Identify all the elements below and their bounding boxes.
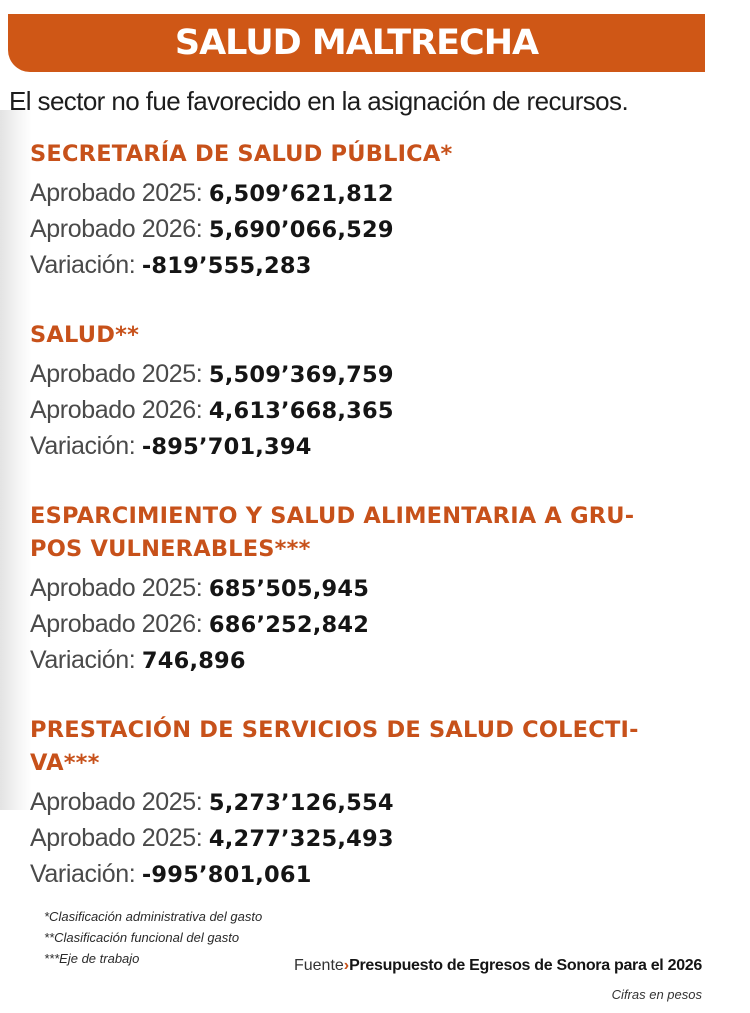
- row-label: Aprobado 2026:: [30, 396, 209, 424]
- approved-2025-row: [30, 820, 690, 856]
- row-value: 6,509’621,812: [208, 181, 394, 207]
- row-value: 5,273’126,554: [208, 790, 394, 816]
- approved-2026-row: [30, 392, 690, 428]
- approved-2025-row: [30, 356, 690, 392]
- row-value: 685’505,945: [208, 576, 370, 602]
- approved-2026-row: [30, 606, 690, 642]
- row-value: 746,896: [141, 648, 246, 674]
- section-title-line: VA***: [30, 750, 100, 776]
- variation-row: [30, 642, 690, 678]
- subtitle: El sector no fue favorecido en la asignación de recursos.: [9, 86, 629, 116]
- row-label: Aprobado 2025:: [30, 574, 209, 602]
- row-value: -995’801,061: [141, 862, 312, 888]
- variation-row: [30, 428, 690, 464]
- row-label: Variación:: [30, 646, 142, 674]
- row-label: Aprobado 2025:: [30, 824, 209, 852]
- approved-2025-row: [30, 570, 690, 606]
- approved-2026-row: [30, 211, 690, 247]
- approved-2025-row: [30, 784, 690, 820]
- row-value: -819’555,283: [141, 253, 312, 279]
- budget-section-esparcimiento: [30, 500, 690, 678]
- row-label: Aprobado 2025:: [30, 179, 209, 207]
- footnote-work-axis: ***Eje de trabajo: [44, 951, 140, 966]
- row-value: -895’701,394: [141, 434, 312, 460]
- units-note: Cifras en pesos: [611, 987, 702, 1002]
- budget-section-secretaria: [30, 138, 690, 283]
- footnote-functional: **Clasificación funcional del gasto: [44, 930, 240, 945]
- budget-section-salud: [30, 319, 690, 464]
- background-edge: [0, 110, 32, 810]
- source-label: Fuente: [293, 957, 344, 974]
- row-value: 686’252,842: [208, 612, 370, 638]
- source-line: [294, 957, 702, 975]
- section-title-line: ESPARCIMIENTO Y SALUD ALIMENTARIA A GRU-: [30, 503, 635, 529]
- row-label: Aprobado 2026:: [30, 215, 209, 243]
- footnote-administrative: *Clasificación administrativa del gasto: [44, 909, 263, 924]
- variation-row: [30, 247, 690, 283]
- section-title-line: PRESTACIÓN DE SERVICIOS DE SALUD COLECTI-: [30, 717, 639, 743]
- row-label: Variación:: [30, 251, 142, 279]
- row-label: Variación:: [30, 432, 142, 460]
- footnotes: [44, 906, 262, 969]
- variation-row: [30, 856, 690, 892]
- section-title: [30, 500, 690, 566]
- page-title: SALUD MALTRECHA: [174, 23, 539, 63]
- source-text: Presupuesto de Egresos de Sonora para el 2026: [349, 957, 702, 974]
- row-value: 4,277’325,493: [208, 826, 394, 852]
- section-title-line: POS VULNERABLES***: [30, 536, 311, 562]
- title-banner: [8, 14, 705, 72]
- section-title: [30, 319, 690, 352]
- section-title: [30, 714, 690, 780]
- approved-2025-row: [30, 175, 690, 211]
- row-value: 5,509’369,759: [208, 362, 394, 388]
- section-title-line: SECRETARÍA DE SALUD PÚBLICA*: [30, 141, 453, 167]
- row-label: Variación:: [30, 860, 142, 888]
- row-value: 5,690’066,529: [208, 217, 394, 243]
- row-label: Aprobado 2025:: [30, 360, 209, 388]
- budget-section-prestacion: [30, 714, 690, 892]
- row-value: 4,613’668,365: [208, 398, 394, 424]
- section-title: [30, 138, 690, 171]
- chevron-right-icon: ›: [343, 957, 350, 974]
- row-label: Aprobado 2026:: [30, 610, 209, 638]
- row-label: Aprobado 2025:: [30, 788, 209, 816]
- section-title-line: SALUD**: [30, 322, 140, 348]
